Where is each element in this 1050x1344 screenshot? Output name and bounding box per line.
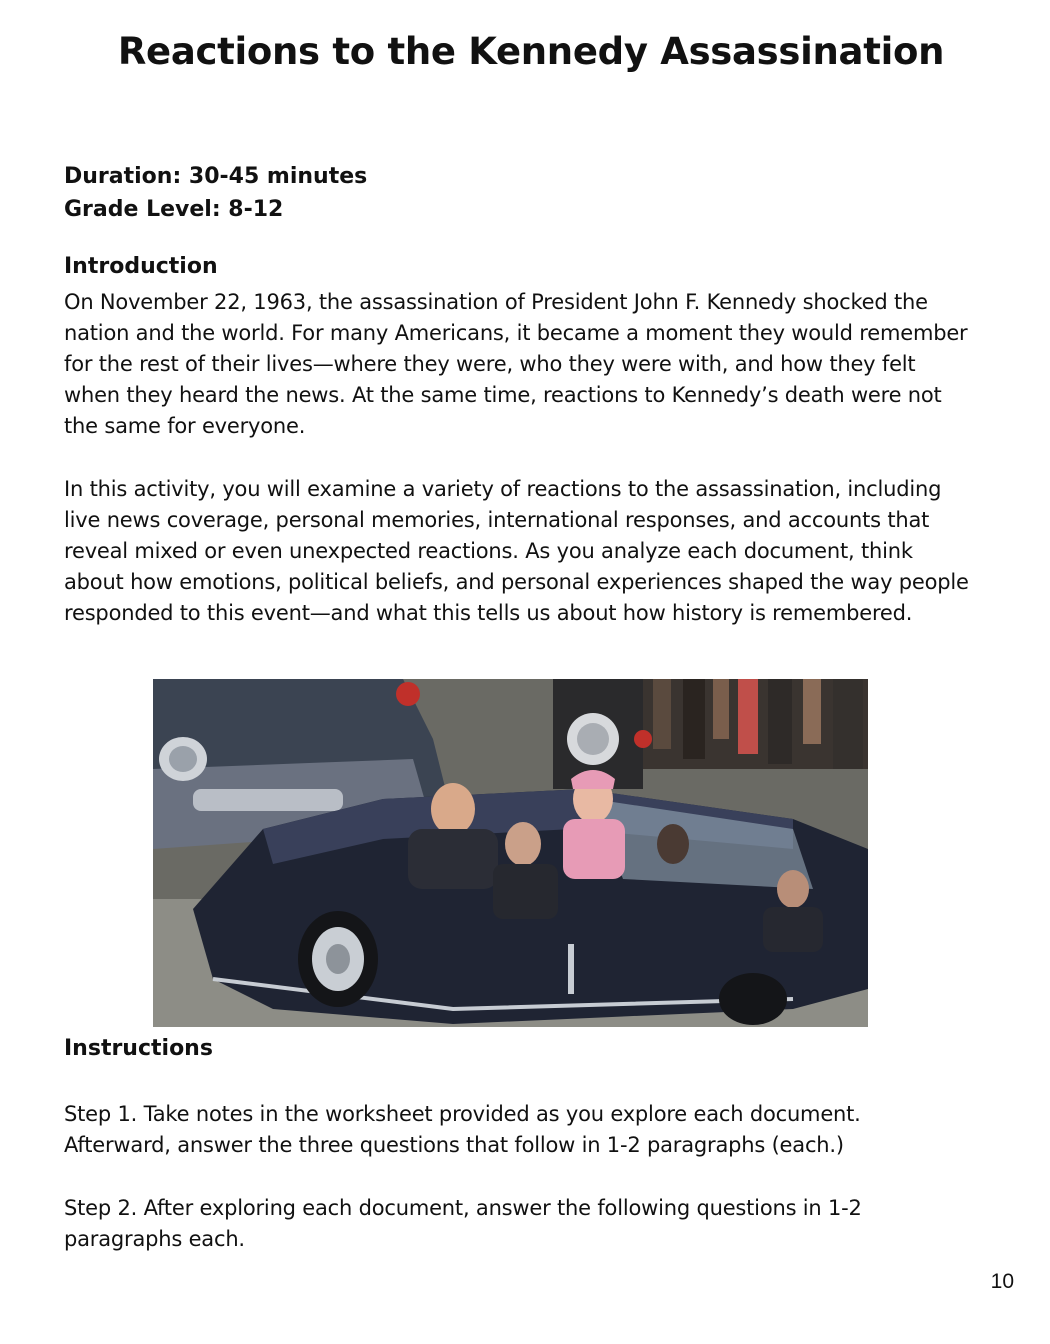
introduction-heading: Introduction — [64, 254, 218, 279]
lesson-meta — [64, 160, 367, 226]
page-title: Reactions to the Kennedy Assassination — [117, 30, 945, 73]
introduction-paragraph-1: On November 22, 1963, the assassination of President John F. Kennedy shocked the nation and the world. For many Americans, it became a moment they would remember for the rest of their lives—where they were, who they were with, and how they felt when they heard the news. At the same time, reactions to Kennedy’s death were not the same for everyone. — [64, 290, 968, 438]
instructions-heading: Instructions — [64, 1036, 213, 1061]
page-number: 10 — [990, 1270, 1014, 1293]
introduction-paragraph-2: In this activity, you will examine a variety of reactions to the assassination, including live news coverage, personal memories, international responses, and accounts that reveal mixed or even unexpected reactions. As you analyze each document, think about how emotions, political beliefs, and personal experiences shaped the way people responded to this event—and what this tells us about how history is remembered. — [64, 477, 969, 625]
duration-label: Duration: 30-45 minutes — [64, 164, 368, 189]
instruction-step-2: Step 2. After exploring each document, answer the following questions in 1-2 paragraphs each. — [64, 1196, 862, 1251]
grade-level-label: Grade Level: 8-12 — [64, 197, 284, 222]
motorcade-photo — [153, 679, 868, 1027]
instruction-step-1: Step 1. Take notes in the worksheet provided as you explore each document. Afterward, answer the three questions that follow in 1-2 paragraphs (each.) — [64, 1102, 861, 1157]
